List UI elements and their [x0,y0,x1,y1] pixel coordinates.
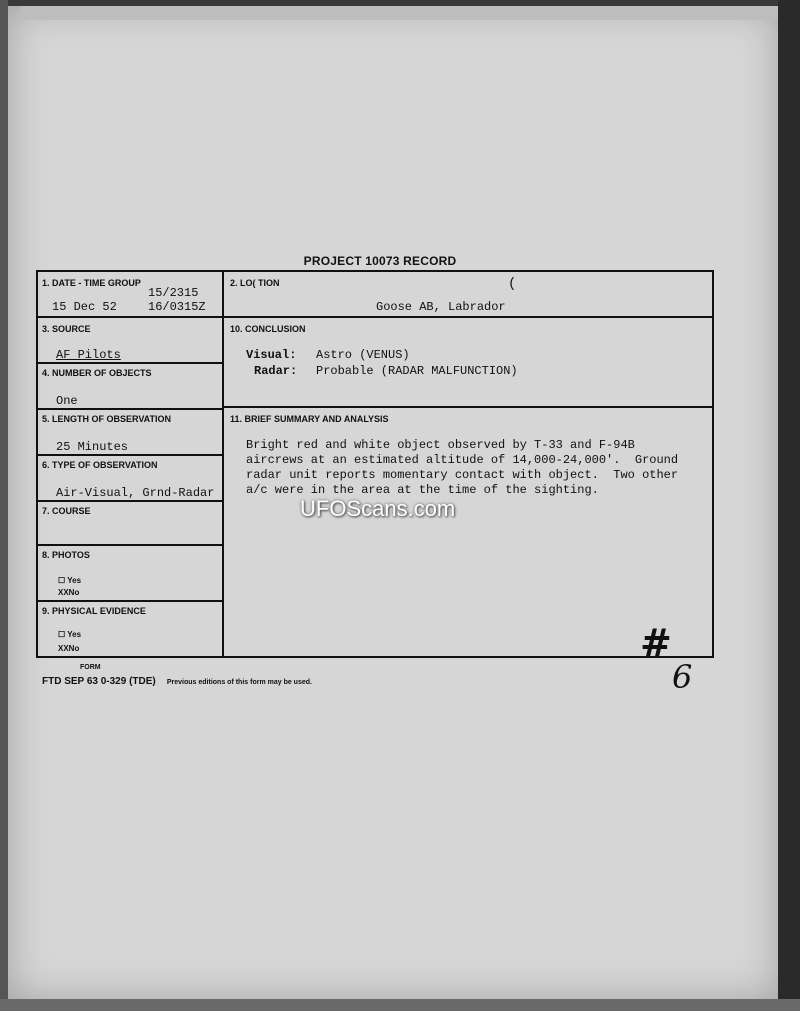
radar-label: Radar: [254,364,298,378]
length-of-observation-value: 25 Minutes [56,440,129,454]
summary-text: Bright red and white object observed by T-33 and F-94B aircrews at an estimated altitude of 14,000-24,000'. Ground radar unit reports momentary contact with object. Two other a/c were in the area at the time of the sighting. [246,438,679,497]
row-divider [38,544,224,546]
visual-value: Astro (VENUS) [316,348,410,362]
photos-label: 8. PHOTOS [42,550,90,560]
photos-yes-label: Yes [67,576,82,585]
form-note: Previous editions of this form may be used. [166,679,312,686]
watermark: UFOScans.com [300,496,456,521]
evidence-yes-option: ☐ Yes [58,630,82,639]
evidence-no-option [58,644,79,653]
evidence-no-label: No [68,644,80,653]
evidence-yes-label: Yes [67,630,82,639]
visual-label: Visual: [246,348,297,362]
location-label: 2. LO( TION [230,278,280,288]
form-footer [42,676,312,687]
number-of-objects-value: One [56,394,78,408]
photos-check-mark: XX [58,588,69,597]
handwritten-hash: # [640,620,672,665]
source-value: AF Pilots [56,348,121,362]
row-divider [38,408,224,410]
date-value: 15 Dec 52 [52,300,117,314]
stray-mark: ( [508,276,517,292]
photos-no-option [58,588,79,597]
row-divider [38,362,224,364]
scan-top-edge [20,6,780,20]
time-group-2: 16/0315Z [148,300,206,314]
location-value: Goose AB, Labrador [376,300,506,314]
photos-no-label: No [68,588,80,597]
scan-bottom-edge [0,999,800,1011]
type-of-observation-value: Air-Visual, Grnd-Radar [56,486,215,500]
row-divider [38,500,224,502]
summary-label: 11. BRIEF SUMMARY AND ANALYSIS [230,414,389,424]
type-of-observation-label: 6. TYPE OF OBSERVATION [42,460,158,470]
row-divider [38,454,224,456]
evidence-check-mark: XX [58,644,69,653]
row-divider [38,316,714,318]
form-id: FTD SEP 63 0-329 (TDE) [42,676,156,687]
radar-value: Probable (RADAR MALFUNCTION) [316,364,518,378]
scan-left-edge [0,0,8,1011]
conclusion-label: 10. CONCLUSION [230,324,306,334]
form-word: FORM [80,664,101,671]
length-of-observation-label: 5. LENGTH OF OBSERVATION [42,414,172,424]
source-label: 3. SOURCE [42,324,91,334]
physical-evidence-label: 9. PHYSICAL EVIDENCE [42,606,146,616]
number-of-objects-label: 4. NUMBER OF OBJECTS [42,368,152,378]
row-divider [222,406,714,408]
time-group-1: 15/2315 [148,286,199,300]
record-form [36,270,714,658]
handwritten-number: 6 [672,658,693,696]
row-divider [38,600,224,602]
record-title: PROJECT 10073 RECORD [303,254,457,268]
scan-right-edge [778,0,800,1011]
course-label: 7. COURSE [42,506,91,516]
photos-yes-option: ☐ Yes [58,576,82,585]
date-time-label: 1. DATE - TIME GROUP [42,278,141,288]
